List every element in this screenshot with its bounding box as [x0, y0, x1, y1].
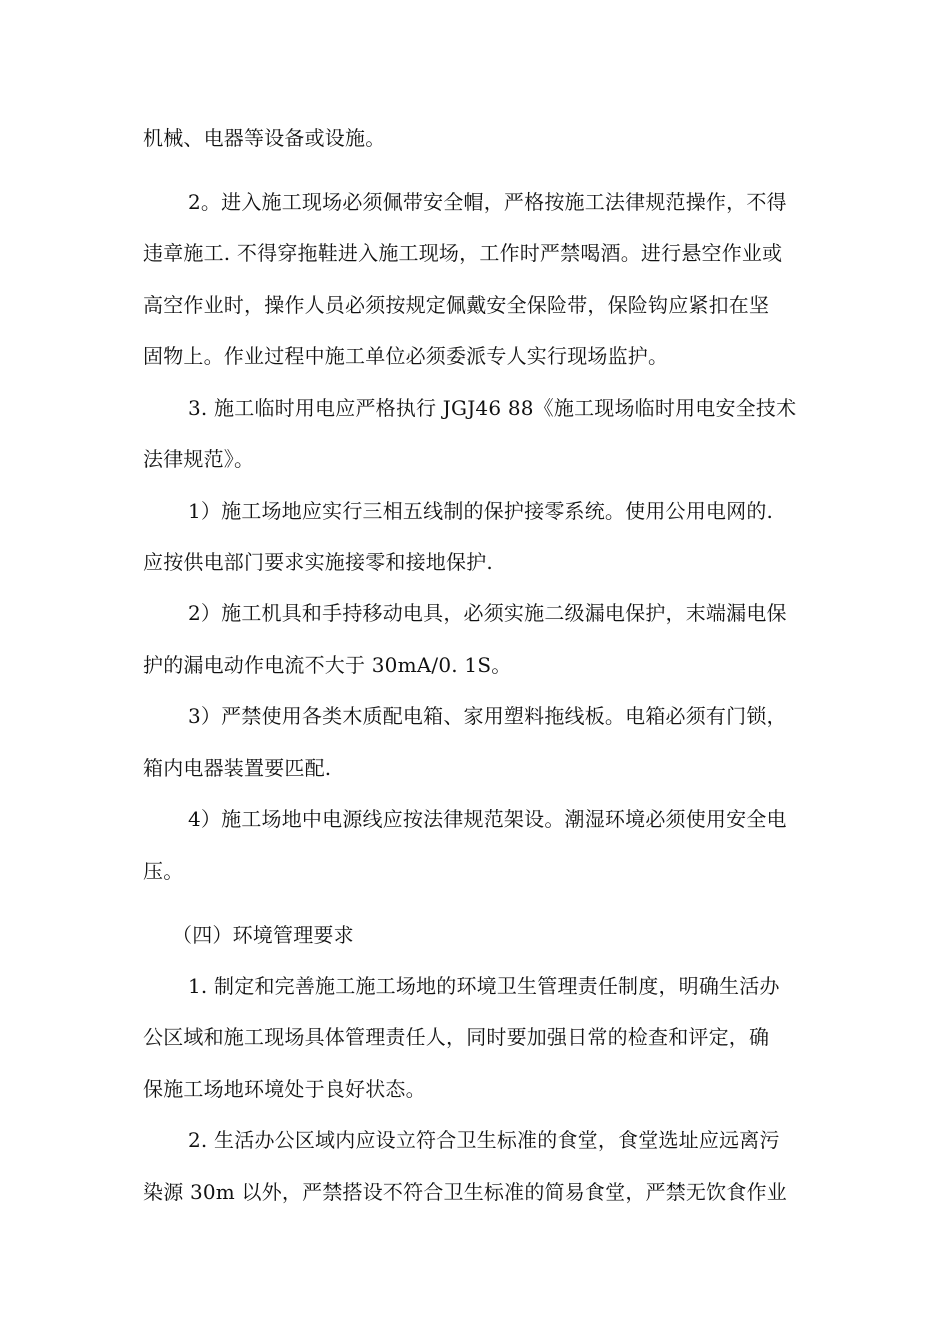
text-line: 2. 生活办公区域内应设立符合卫生标准的食堂，食堂选址应远离污: [188, 1128, 780, 1152]
text-line: 机械、电器等设备或设施。: [143, 126, 386, 150]
text-line: 1）施工场地应实行三相五线制的保护接零系统。使用公用电网的.: [188, 499, 774, 523]
text-line: 违章施工. 不得穿拖鞋进入施工现场，工作时严禁喝酒。进行悬空作业或: [143, 241, 783, 265]
text-line: 固物上。作业过程中施工单位必须委派专人实行现场监护。: [143, 344, 669, 368]
text-line: 染源 30m 以外，严禁搭设不符合卫生标准的简易食堂，严禁无饮食作业: [143, 1180, 787, 1204]
text-line: 3. 施工临时用电应严格执行 JGJ46 88《施工现场临时用电安全技术: [188, 396, 797, 420]
text-line: 3）严禁使用各类木质配电箱、家用塑料拖线板。电箱必须有门锁，: [188, 704, 787, 728]
text-line: 压。: [143, 859, 184, 883]
text-line: 公区域和施工现场具体管理责任人，同时要加强日常的检查和评定，确: [143, 1025, 770, 1049]
text-line: 护的漏电动作电流不大于 30mA/0. 1S。: [143, 653, 512, 677]
text-line: 高空作业时，操作人员必须按规定佩戴安全保险带，保险钩应紧扣在坚: [143, 293, 770, 317]
text-line: 2。进入施工现场必须佩带安全帽，严格按施工法律规范操作，不得: [188, 190, 787, 214]
text-line: 箱内电器装置要匹配.: [143, 756, 332, 780]
text-line: 4）施工场地中电源线应按法律规范架设。潮湿环境必须使用安全电: [188, 807, 787, 831]
text-line: 应按供电部门要求实施接零和接地保护.: [143, 550, 493, 574]
text-line: 保施工场地环境处于良好状态。: [143, 1077, 426, 1101]
section-heading: （四）环境管理要求: [172, 923, 354, 947]
text-line: 2）施工机具和手持移动电具，必须实施二级漏电保护，末端漏电保: [188, 601, 787, 625]
text-line: 1. 制定和完善施工施工场地的环境卫生管理责任制度，明确生活办: [188, 974, 780, 998]
text-line: 法律规范》。: [143, 447, 255, 471]
